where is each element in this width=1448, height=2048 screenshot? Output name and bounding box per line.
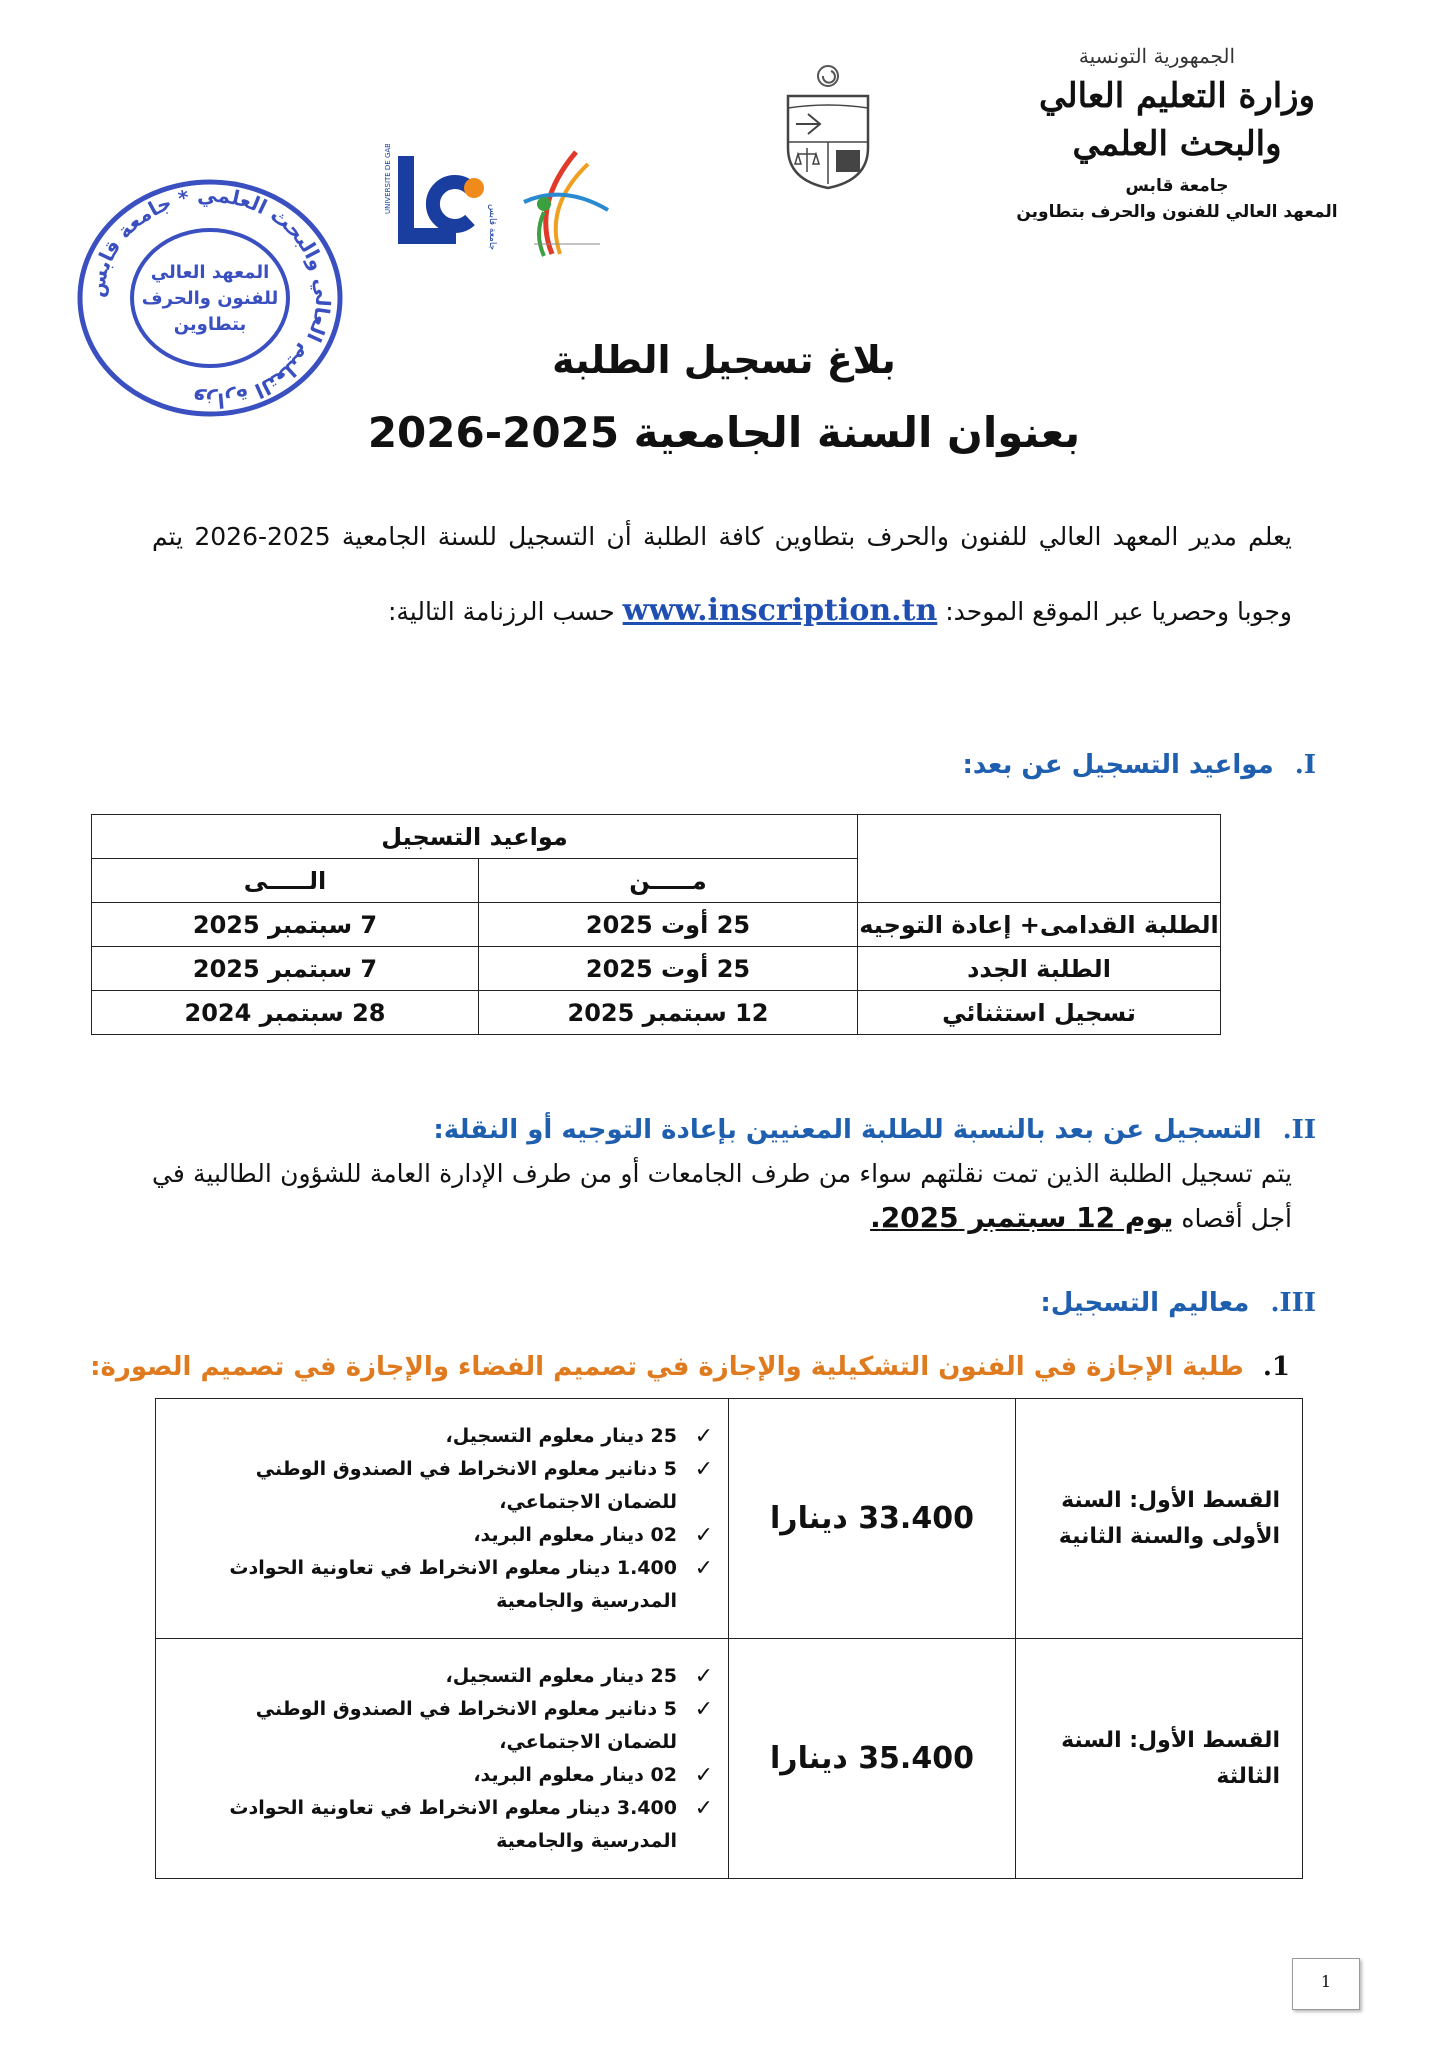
table-row — [156, 1399, 1303, 1639]
document-title: بلاغ تسجيل الطلبة — [552, 338, 896, 382]
table-row — [156, 1639, 1303, 1879]
section-2-title: التسجيل عن بعد بالنسبة للطلبة المعنيين بإعادة التوجيه أو النقلة: — [433, 1115, 1262, 1145]
stamp-inner-line1: المعهد العالي — [150, 262, 270, 283]
institute-logo-icon — [504, 144, 614, 264]
intro-paragraph — [152, 500, 1292, 649]
stamp-inner-line3: بتطاوين — [173, 314, 247, 335]
subsection-1-title: طلبة الإجازة في الفنون التشكيلية والإجازة في تصميم الفضاء والإجازة في تصميم الصورة: — [90, 1352, 1244, 1382]
col-to-header: الـــــى — [92, 859, 479, 903]
subsection-1-number: 1. — [1262, 1352, 1290, 1382]
fee-label: القسط الأول: السنة الثالثة — [1016, 1639, 1303, 1879]
fee-breakdown-cell — [156, 1639, 729, 1879]
header-ministry-block — [962, 44, 1392, 222]
stamp-inner-line2: للفنون والحرف — [141, 288, 279, 309]
logo-university-arabic: جامعة قابس — [487, 204, 497, 251]
row-from: 25 أوت 2025 — [479, 947, 858, 991]
col-from-header: مـــــن — [479, 859, 858, 903]
university-logo-icon — [378, 144, 498, 264]
list-item: ✓ 5 دنانير معلوم الانخراط في الصندوق الوطني للضمان الاجتماعي، — [205, 1693, 713, 1759]
row-label: الطلبة الجدد — [858, 947, 1221, 991]
intro-text-part2: حسب الرزنامة التالية: — [387, 597, 615, 626]
section-2-text: يتم تسجيل الطلبة الذين تمت نقلتهم سواء من طرف الجامعات أو من طرف الإدارة العامة للشؤون الطالبية في أجل أقصاه — [152, 1159, 1292, 1233]
ministry-line1: وزارة التعليم العالي — [1038, 76, 1316, 116]
row-label: تسجيل استثنائي — [858, 991, 1221, 1035]
stamp-outer-text: وزارة التعليم العالي والبحث العلمي * جامعة قابس — [84, 182, 336, 414]
list-item: ✓ 5 دنانير معلوم الانخراط في الصندوق الوطني للضمان الاجتماعي، — [205, 1453, 713, 1519]
section-2-paragraph — [152, 1152, 1292, 1241]
intro-text-part1: يعلم مدير المعهد العالي للفنون والحرف بتطاوين كافة الطلبة أن التسجيل للسنة الجامعية 2025-2026 يتم وجوبا وحصريا عبر الموقع الموحد: — [152, 522, 1293, 626]
row-to: 7 سبتمبر 2025 — [92, 947, 479, 991]
table-row — [92, 991, 1221, 1035]
row-from: 25 أوت 2025 — [479, 903, 858, 947]
page-number: 1 — [1292, 1958, 1360, 2010]
checkmark-icon: ✓ — [694, 1663, 713, 1689]
table-row — [92, 947, 1221, 991]
fee-breakdown-list — [157, 1406, 727, 1632]
institute-name: المعهد العالي للفنون والحرف بتطاوين — [1016, 202, 1338, 222]
table-corner-cell — [858, 815, 1221, 903]
row-label: الطلبة القدامى+ إعادة التوجيه — [858, 903, 1221, 947]
checkmark-icon: ✓ — [694, 1762, 713, 1788]
section-1-heading — [963, 750, 1316, 780]
section-3-title: معاليم التسجيل: — [1040, 1288, 1250, 1318]
fees-table — [155, 1398, 1303, 1879]
row-from: 12 سبتمبر 2025 — [479, 991, 858, 1035]
ministry-line2: والبحث العلمي — [1072, 124, 1282, 164]
section-1-title: مواعيد التسجيل عن بعد: — [962, 750, 1274, 780]
row-to: 28 سبتمبر 2024 — [92, 991, 479, 1035]
tunisia-emblem-icon — [768, 62, 888, 192]
section-2-deadline: يوم 12 سبتمبر 2025. — [870, 1201, 1174, 1234]
checkmark-icon: ✓ — [694, 1456, 713, 1482]
checkmark-icon: ✓ — [694, 1696, 713, 1722]
institution-stamp — [74, 176, 346, 420]
list-item: ✓ 25 دينار معلوم التسجيل، — [205, 1660, 713, 1693]
section-3-number: III. — [1270, 1288, 1316, 1318]
list-item: ✓ 25 دينار معلوم التسجيل، — [205, 1420, 713, 1453]
republic-label: الجمهورية التونسية — [1078, 44, 1236, 68]
checkmark-icon: ✓ — [694, 1795, 713, 1821]
section-2-number: II. — [1282, 1115, 1316, 1145]
fee-amount: 35.400 دينارا — [729, 1639, 1016, 1879]
row-to: 7 سبتمبر 2025 — [92, 903, 479, 947]
dates-group-header: مواعيد التسجيل — [92, 815, 858, 859]
section-1-number: I. — [1294, 750, 1316, 780]
checkmark-icon: ✓ — [694, 1522, 713, 1548]
university-name: جامعة قابس — [1125, 176, 1229, 196]
list-item: ✓ 02 دينار معلوم البريد، — [205, 1519, 713, 1552]
table-row — [92, 903, 1221, 947]
fee-amount: 33.400 دينارا — [729, 1399, 1016, 1639]
fee-breakdown-list — [157, 1646, 727, 1872]
fee-breakdown-cell — [156, 1399, 729, 1639]
registration-link[interactable]: www.inscription.tn — [622, 593, 938, 628]
checkmark-icon: ✓ — [694, 1423, 713, 1449]
list-item: ✓ 1.400 دينار معلوم الانخراط في تعاونية الحوادث المدرسية والجامعية — [205, 1552, 713, 1618]
list-item: ✓ 02 دينار معلوم البريد، — [205, 1759, 713, 1792]
section-3-heading — [1040, 1288, 1316, 1318]
logo-university-latin: UNIVERSITE DE GABES — [384, 144, 392, 214]
registration-dates-table — [91, 814, 1221, 1035]
subsection-1-heading — [90, 1352, 1290, 1382]
checkmark-icon: ✓ — [694, 1555, 713, 1581]
list-item: ✓ 3.400 دينار معلوم الانخراط في تعاونية الحوادث المدرسية والجامعية — [205, 1792, 713, 1858]
section-2-heading — [433, 1115, 1316, 1145]
document-subtitle: بعنوان السنة الجامعية 2025-2026 — [367, 408, 1081, 457]
fee-label: القسط الأول: السنة الأولى والسنة الثانية — [1016, 1399, 1303, 1639]
